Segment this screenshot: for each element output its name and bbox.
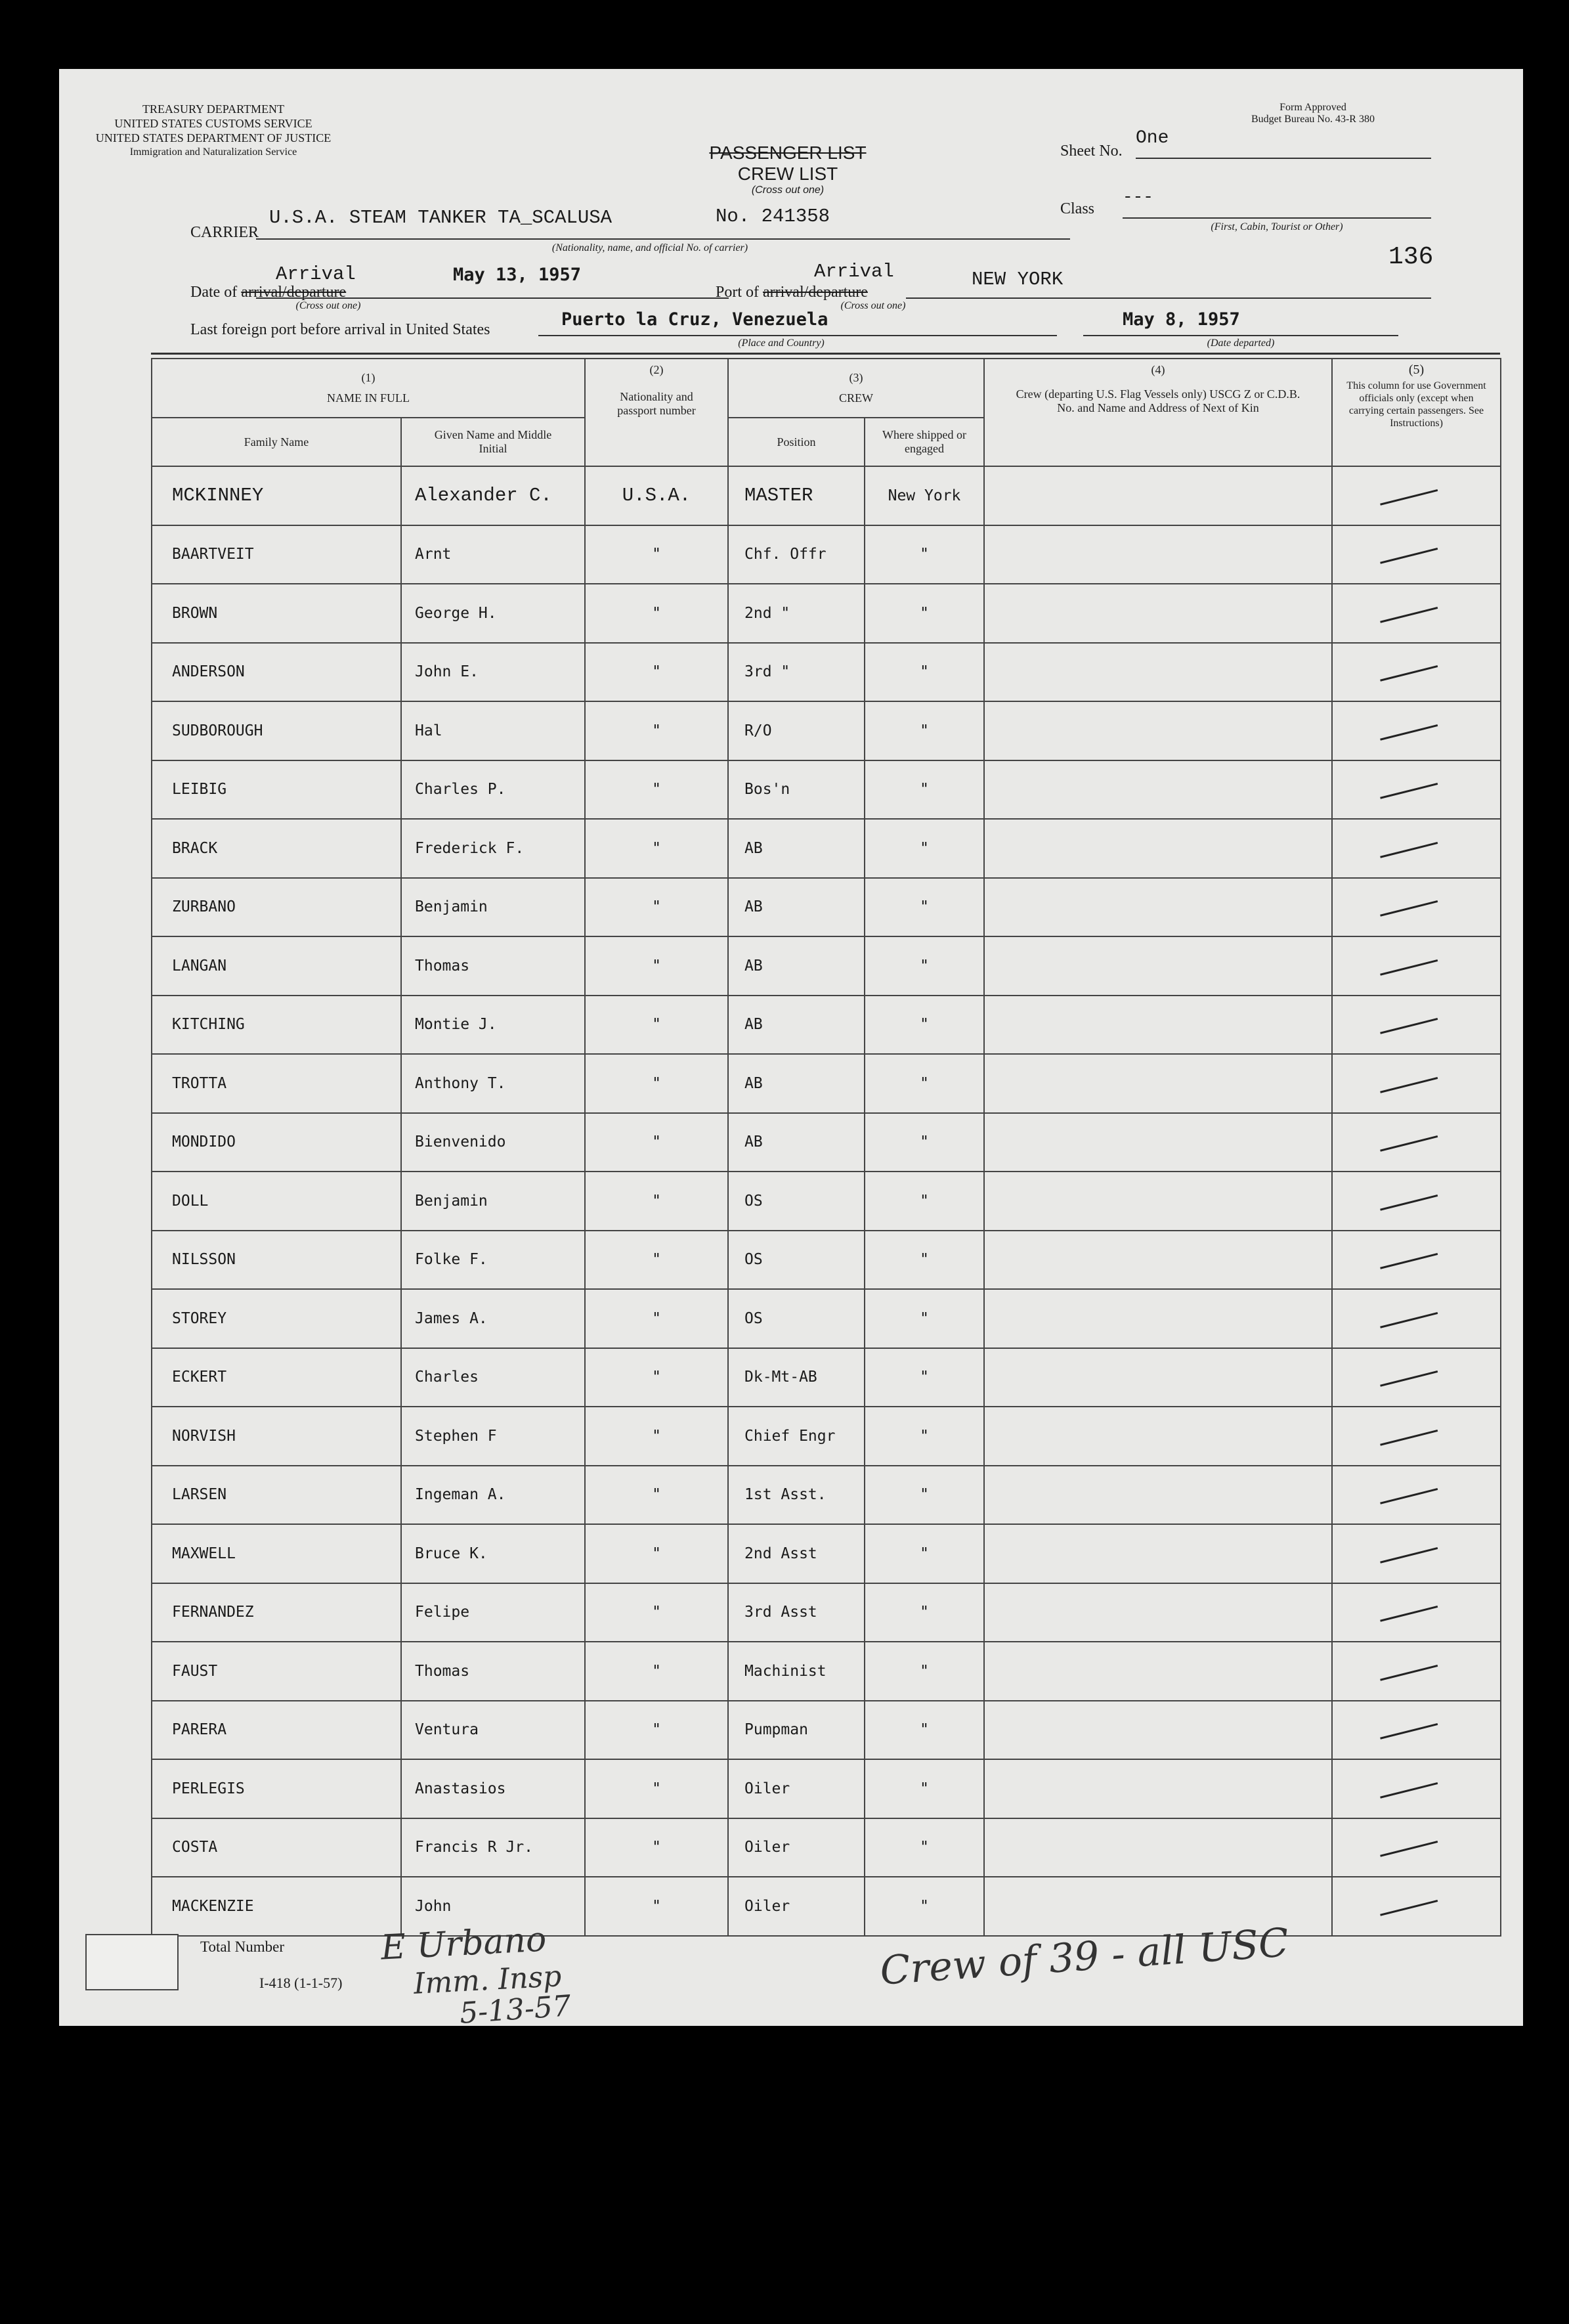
- date-type: Arrival: [276, 263, 356, 285]
- col-name-header: (1) NAME IN FULL: [152, 359, 585, 418]
- family-name: ECKERT: [152, 1348, 401, 1407]
- position: Chief Engr: [728, 1407, 865, 1466]
- crew-row: [152, 1289, 1501, 1348]
- official-check: [1332, 1701, 1501, 1760]
- family-name: FAUST: [152, 1642, 401, 1701]
- crew-row: [152, 701, 1501, 760]
- agency-line: UNITED STATES CUSTOMS SERVICE: [114, 117, 312, 130]
- family-name: KITCHING: [152, 996, 401, 1055]
- nationality: ": [585, 701, 728, 760]
- signature-date: 5-13-57: [458, 1989, 572, 2030]
- cross-out-note: (Cross out one): [751, 185, 825, 196]
- where-shipped: ": [865, 701, 984, 760]
- form-id: I-418 (1-1-57): [259, 1975, 343, 1991]
- date-departed-value: May 8, 1957: [1123, 309, 1240, 330]
- date-cross-note: (Cross out one): [295, 300, 361, 311]
- crew-row: [152, 1818, 1501, 1877]
- crew-row: [152, 760, 1501, 820]
- crew-row: [152, 1642, 1501, 1701]
- check-mark-icon: [1379, 1658, 1438, 1680]
- nationality: ": [585, 1701, 728, 1760]
- total-number-label: Total Number: [200, 1939, 285, 1955]
- next-of-kin: [984, 701, 1332, 760]
- where-shipped: ": [865, 1701, 984, 1760]
- family-name: MACKENZIE: [152, 1877, 401, 1936]
- family-name: BROWN: [152, 584, 401, 643]
- next-of-kin: [984, 1583, 1332, 1642]
- crew-row: [152, 1759, 1501, 1818]
- check-mark-icon: [1379, 1835, 1438, 1857]
- position: Pumpman: [728, 1701, 865, 1760]
- family-name: NORVISH: [152, 1407, 401, 1466]
- official-check: [1332, 1466, 1501, 1525]
- given-name: Benjamin: [401, 878, 585, 937]
- nationality: ": [585, 878, 728, 937]
- nationality: ": [585, 1466, 728, 1525]
- crew-row: [152, 1466, 1501, 1525]
- given-name: John: [401, 1877, 585, 1936]
- family-name: SUDBOROUGH: [152, 701, 401, 760]
- position: 2nd ": [728, 584, 865, 643]
- next-of-kin: [984, 1348, 1332, 1407]
- given-name: John E.: [401, 643, 585, 702]
- official-check: [1332, 1642, 1501, 1701]
- nationality: ": [585, 819, 728, 878]
- next-of-kin: [984, 878, 1332, 937]
- official-check: [1332, 936, 1501, 996]
- total-number-box: [85, 1934, 179, 1990]
- given-name: James A.: [401, 1289, 585, 1348]
- next-of-kin: [984, 584, 1332, 643]
- position: Oiler: [728, 1759, 865, 1818]
- col-crew-header: (3) CREW: [728, 359, 984, 418]
- next-of-kin: [984, 1524, 1332, 1583]
- crew-row: [152, 1524, 1501, 1583]
- where-shipped: ": [865, 1113, 984, 1172]
- next-of-kin: [984, 466, 1332, 525]
- next-of-kin: [984, 1407, 1332, 1466]
- crew-list-form: [59, 69, 1523, 2030]
- list-title: [656, 143, 919, 196]
- check-mark-icon: [1379, 718, 1438, 740]
- given-name: Thomas: [401, 936, 585, 996]
- next-of-kin: [984, 1818, 1332, 1877]
- next-of-kin: [984, 1054, 1332, 1113]
- crew-table: [151, 358, 1501, 1937]
- given-name: Charles P.: [401, 760, 585, 820]
- given-name: George H.: [401, 584, 585, 643]
- crew-count-note: Crew of 39 - all USC: [878, 1919, 1291, 1994]
- form-approved-text: Form Approved: [1279, 102, 1346, 113]
- check-mark-icon: [1379, 1423, 1438, 1445]
- col-official-use-header: (5) This column for use Government officials only (except when carrying certain passengers. See Instructions): [1332, 359, 1501, 466]
- where-shipped: ": [865, 1759, 984, 1818]
- official-check: [1332, 1348, 1501, 1407]
- where-shipped: ": [865, 996, 984, 1055]
- check-mark-icon: [1379, 1717, 1438, 1740]
- check-mark-icon: [1379, 953, 1438, 975]
- date-value: May 13, 1957: [453, 265, 582, 285]
- official-check: [1332, 819, 1501, 878]
- crew-row: [152, 1348, 1501, 1407]
- where-shipped: ": [865, 525, 984, 584]
- class-value: ---: [1123, 187, 1153, 207]
- carrier-note: (Nationality, name, and official No. of carrier): [551, 242, 748, 253]
- family-name: TROTTA: [152, 1054, 401, 1113]
- nationality: ": [585, 1289, 728, 1348]
- next-of-kin: [984, 525, 1332, 584]
- crew-row: [152, 1877, 1501, 1936]
- check-mark-icon: [1379, 1129, 1438, 1152]
- next-of-kin: [984, 1466, 1332, 1525]
- sheet-value: One: [1136, 128, 1169, 148]
- official-check: [1332, 878, 1501, 937]
- position: 1st Asst.: [728, 1466, 865, 1525]
- check-mark-icon: [1379, 1541, 1438, 1563]
- where-shipped: ": [865, 1348, 984, 1407]
- crew-row: [152, 1701, 1501, 1760]
- crew-row: [152, 1583, 1501, 1642]
- title-crew-list: CREW LIST: [737, 164, 838, 184]
- check-mark-icon: [1379, 1188, 1438, 1210]
- family-name: LANGAN: [152, 936, 401, 996]
- check-mark-icon: [1379, 483, 1438, 505]
- given-name: Thomas: [401, 1642, 585, 1701]
- where-shipped: ": [865, 1172, 984, 1231]
- official-check: [1332, 1524, 1501, 1583]
- nationality: ": [585, 936, 728, 996]
- where-shipped: ": [865, 1818, 984, 1877]
- where-shipped: ": [865, 584, 984, 643]
- check-mark-icon: [1379, 1247, 1438, 1269]
- col-family-name: Family Name: [152, 418, 401, 466]
- family-name: MAXWELL: [152, 1524, 401, 1583]
- given-name: Folke F.: [401, 1231, 585, 1290]
- official-check: [1332, 1113, 1501, 1172]
- col-given-name: Given Name and Middle Initial: [401, 418, 585, 466]
- next-of-kin: [984, 996, 1332, 1055]
- family-name: STOREY: [152, 1289, 401, 1348]
- crew-row: [152, 1231, 1501, 1290]
- inspector-title: Imm. Insp: [412, 1960, 563, 2001]
- given-name: Hal: [401, 701, 585, 760]
- port-value: NEW YORK: [972, 269, 1064, 290]
- family-name: MCKINNEY: [152, 466, 401, 525]
- given-name: Ingeman A.: [401, 1466, 585, 1525]
- date-departed-note: (Date departed): [1207, 338, 1275, 349]
- check-mark-icon: [1379, 1305, 1438, 1328]
- official-check: [1332, 1172, 1501, 1231]
- family-name: BAARTVEIT: [152, 525, 401, 584]
- nationality: ": [585, 1172, 728, 1231]
- check-mark-icon: [1379, 1776, 1438, 1798]
- next-of-kin: [984, 1231, 1332, 1290]
- nationality: ": [585, 1818, 728, 1877]
- where-shipped: ": [865, 819, 984, 878]
- last-port-note: (Place and Country): [738, 338, 825, 349]
- nationality: ": [585, 1231, 728, 1290]
- where-shipped: ": [865, 1466, 984, 1525]
- position: R/O: [728, 701, 865, 760]
- check-mark-icon: [1379, 1012, 1438, 1034]
- position: Chf. Offr: [728, 525, 865, 584]
- official-check: [1332, 760, 1501, 820]
- family-name: BRACK: [152, 819, 401, 878]
- crew-row: [152, 1113, 1501, 1172]
- crew-row: [152, 936, 1501, 996]
- next-of-kin: [984, 936, 1332, 996]
- next-of-kin: [984, 1642, 1332, 1701]
- where-shipped: ": [865, 643, 984, 702]
- crew-row: [152, 1172, 1501, 1231]
- position: 3rd Asst: [728, 1583, 865, 1642]
- port-cross-note: (Cross out one): [840, 300, 906, 311]
- given-name: Anastasios: [401, 1759, 585, 1818]
- given-name: Alexander C.: [401, 466, 585, 525]
- nationality: U.S.A.: [585, 466, 728, 525]
- port-type: Arrival: [814, 261, 894, 282]
- given-name: Felipe: [401, 1583, 585, 1642]
- next-of-kin: [984, 1113, 1332, 1172]
- official-check: [1332, 996, 1501, 1055]
- family-name: DOLL: [152, 1172, 401, 1231]
- where-shipped: ": [865, 760, 984, 820]
- official-check: [1332, 1818, 1501, 1877]
- check-mark-icon: [1379, 835, 1438, 858]
- check-mark-icon: [1379, 1365, 1438, 1387]
- given-name: Stephen F: [401, 1407, 585, 1466]
- where-shipped: ": [865, 878, 984, 937]
- family-name: ANDERSON: [152, 643, 401, 702]
- nationality: ": [585, 643, 728, 702]
- official-check: [1332, 1289, 1501, 1348]
- where-shipped: ": [865, 1583, 984, 1642]
- given-name: Frederick F.: [401, 819, 585, 878]
- where-shipped: ": [865, 1054, 984, 1113]
- nationality: ": [585, 1524, 728, 1583]
- given-name: Arnt: [401, 525, 585, 584]
- last-port-label: Last foreign port before arrival in United States: [190, 321, 490, 338]
- form-approval: [1214, 102, 1411, 125]
- position: Bos'n: [728, 760, 865, 820]
- class-note: (First, Cabin, Tourist or Other): [1211, 221, 1343, 232]
- port-label: Port of arrival/departure: [716, 284, 868, 301]
- crew-row: [152, 819, 1501, 878]
- agency-line: Immigration and Naturalization Service: [129, 146, 297, 158]
- title-passenger-list: PASSENGER LIST: [709, 143, 867, 163]
- next-of-kin: [984, 1289, 1332, 1348]
- crew-row: [152, 1054, 1501, 1113]
- position: Machinist: [728, 1642, 865, 1701]
- next-of-kin: [984, 1172, 1332, 1231]
- sheet-label: Sheet No.: [1060, 143, 1123, 160]
- family-name: LEIBIG: [152, 760, 401, 820]
- col-next-of-kin-header: (4) Crew (departing U.S. Flag Vessels only) USCG Z or C.D.B. No. and Name and Address of Next of Kin: [984, 359, 1332, 466]
- family-name: LARSEN: [152, 1466, 401, 1525]
- crew-row: [152, 878, 1501, 937]
- nationality: ": [585, 760, 728, 820]
- check-mark-icon: [1379, 1070, 1438, 1093]
- budget-bureau-text: Budget Bureau No. 43-R 380: [1251, 114, 1375, 125]
- check-mark-icon: [1379, 1893, 1438, 1916]
- position: OS: [728, 1289, 865, 1348]
- official-check: [1332, 1877, 1501, 1936]
- given-name: Montie J.: [401, 996, 585, 1055]
- check-mark-icon: [1379, 894, 1438, 917]
- page-number: 136: [1388, 243, 1434, 271]
- col-nationality-header: (2) Nationality and passport number: [585, 359, 728, 466]
- position: OS: [728, 1231, 865, 1290]
- official-check: [1332, 643, 1501, 702]
- given-name: Francis R Jr.: [401, 1818, 585, 1877]
- date-label: Date of arrival/departure: [190, 284, 347, 301]
- given-name: Charles: [401, 1348, 585, 1407]
- family-name: PARERA: [152, 1701, 401, 1760]
- official-check: [1332, 525, 1501, 584]
- nationality: ": [585, 525, 728, 584]
- next-of-kin: [984, 819, 1332, 878]
- official-check: [1332, 1407, 1501, 1466]
- nationality: ": [585, 584, 728, 643]
- crew-row: [152, 996, 1501, 1055]
- position: Dk-Mt-AB: [728, 1348, 865, 1407]
- col-position: Position: [728, 418, 865, 466]
- family-name: COSTA: [152, 1818, 401, 1877]
- inspector-signature: E Urbano: [379, 1919, 548, 1968]
- nationality: ": [585, 1113, 728, 1172]
- official-check: [1332, 1231, 1501, 1290]
- agency-line: UNITED STATES DEPARTMENT OF JUSTICE: [95, 131, 332, 144]
- where-shipped: New York: [865, 466, 984, 525]
- crew-row: [152, 525, 1501, 584]
- position: 3rd ": [728, 643, 865, 702]
- where-shipped: ": [865, 1289, 984, 1348]
- crew-row: [152, 466, 1501, 525]
- family-name: MONDIDO: [152, 1113, 401, 1172]
- where-shipped: ": [865, 936, 984, 996]
- given-name: Bruce K.: [401, 1524, 585, 1583]
- class-label: Class: [1060, 200, 1095, 217]
- given-name: Benjamin: [401, 1172, 585, 1231]
- crew-row: [152, 584, 1501, 643]
- position: AB: [728, 878, 865, 937]
- position: OS: [728, 1172, 865, 1231]
- family-name: ZURBANO: [152, 878, 401, 937]
- official-check: [1332, 1583, 1501, 1642]
- family-name: FERNANDEZ: [152, 1583, 401, 1642]
- carrier-label: CARRIER: [190, 224, 259, 241]
- check-mark-icon: [1379, 659, 1438, 682]
- nationality: ": [585, 996, 728, 1055]
- official-check: [1332, 584, 1501, 643]
- position: 2nd Asst: [728, 1524, 865, 1583]
- position: AB: [728, 936, 865, 996]
- position: AB: [728, 819, 865, 878]
- nationality: ": [585, 1759, 728, 1818]
- agency-block: [72, 102, 355, 160]
- where-shipped: ": [865, 1407, 984, 1466]
- where-shipped: ": [865, 1524, 984, 1583]
- agency-line: TREASURY DEPARTMENT: [142, 102, 285, 116]
- next-of-kin: [984, 1701, 1332, 1760]
- position: AB: [728, 1113, 865, 1172]
- nationality: ": [585, 1877, 728, 1936]
- given-name: Bienvenido: [401, 1113, 585, 1172]
- where-shipped: ": [865, 1231, 984, 1290]
- next-of-kin: [984, 643, 1332, 702]
- where-shipped: ": [865, 1877, 984, 1936]
- official-check: [1332, 701, 1501, 760]
- official-check: [1332, 1759, 1501, 1818]
- family-name: PERLEGIS: [152, 1759, 401, 1818]
- check-mark-icon: [1379, 600, 1438, 623]
- official-check: [1332, 466, 1501, 525]
- given-name: Anthony T.: [401, 1054, 585, 1113]
- last-port-value: Puerto la Cruz, Venezuela: [561, 309, 828, 330]
- position: MASTER: [728, 466, 865, 525]
- where-shipped: ": [865, 1642, 984, 1701]
- crew-row: [152, 1407, 1501, 1466]
- position: Oiler: [728, 1877, 865, 1936]
- check-mark-icon: [1379, 777, 1438, 799]
- official-check: [1332, 1054, 1501, 1113]
- next-of-kin: [984, 1759, 1332, 1818]
- next-of-kin: [984, 760, 1332, 820]
- carrier-number: No. 241358: [716, 206, 830, 227]
- carrier-value: U.S.A. STEAM TANKER TA_SCALUSA: [269, 207, 613, 229]
- nationality: ": [585, 1348, 728, 1407]
- position: AB: [728, 1054, 865, 1113]
- family-name: NILSSON: [152, 1231, 401, 1290]
- nationality: ": [585, 1642, 728, 1701]
- nationality: ": [585, 1054, 728, 1113]
- nationality: ": [585, 1407, 728, 1466]
- given-name: Ventura: [401, 1701, 585, 1760]
- crew-row: [152, 643, 1501, 702]
- check-mark-icon: [1379, 542, 1438, 564]
- col-where-shipped: Where shipped or engaged: [865, 418, 984, 466]
- nationality: ": [585, 1583, 728, 1642]
- check-mark-icon: [1379, 1600, 1438, 1622]
- position: AB: [728, 996, 865, 1055]
- position: Oiler: [728, 1818, 865, 1877]
- check-mark-icon: [1379, 1482, 1438, 1504]
